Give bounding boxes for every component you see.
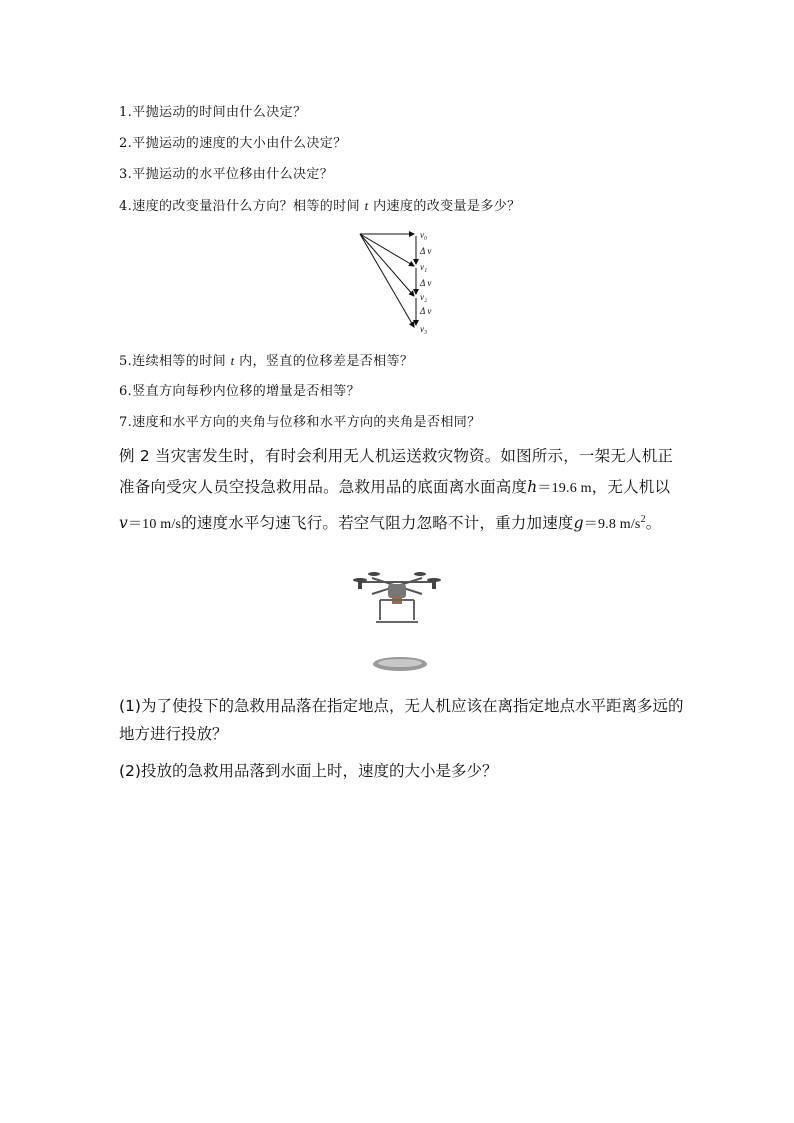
t-symbol: t — [364, 198, 369, 213]
question-2: 2.平抛运动的速度的大小由什么决定？ — [119, 136, 347, 151]
label-v2: v₂ — [420, 292, 428, 302]
v1-arrow — [360, 234, 414, 266]
label-dv3: Δ v — [420, 306, 432, 316]
v-value: ＝10 m/s — [127, 517, 182, 533]
exponent: 2 — [640, 514, 646, 525]
v2-arrow — [360, 234, 414, 296]
question-1: 1.平抛运动的时间由什么决定？ — [119, 105, 307, 120]
question-4 — [119, 197, 521, 216]
sub-question-1: (1)为了使投下的急救用品落在指定地点，无人机应该在离指定地点水平距离多远的地方进行投放？ — [119, 697, 684, 743]
example-2-paragraph — [119, 441, 679, 540]
g-value: ＝9.8 m/s — [583, 517, 641, 533]
example-text-3: 的速度水平匀速飞行。若空气阻力忽略不计，重力加速度 — [181, 514, 574, 533]
question-5-part-a: 5.连续相等的时间 — [119, 354, 227, 369]
example-text-1: 当灾害发生时，有时会利用无人机运送救灾物资。如图所示，一架无人机正准备向受灾人员空投急救用品。急救用品的底面离水面高度 — [119, 447, 674, 496]
v3-arrow — [360, 234, 414, 327]
t-symbol-2: t — [230, 353, 235, 368]
question-5-part-b: 内，竖直的位移差是否相等？ — [239, 354, 414, 369]
question-6: 6.竖直方向每秒内位移的增量是否相等？ — [119, 384, 361, 399]
h-value: ＝19.6 m — [537, 481, 592, 496]
label-v0: v₀ — [420, 230, 428, 240]
g-symbol: g — [573, 514, 584, 533]
example-text-2: ，无人机以 — [591, 478, 671, 496]
example-end: 。 — [645, 514, 662, 533]
sub-question-2: (2)投放的急救用品落到水面上时，速度的大小是多少？ — [119, 762, 498, 780]
question-3: 3.平抛运动的水平位移由什么决定？ — [119, 167, 334, 182]
v-symbol: v — [119, 514, 128, 533]
question-4-part-a: 4.速度的改变量沿什么方向？相等的时间 — [119, 199, 361, 214]
label-dv2: Δ v — [420, 278, 432, 288]
velocity-vector-diagram — [350, 224, 460, 336]
example-label: 例 2 — [119, 447, 150, 465]
question-5 — [119, 352, 413, 371]
label-v1: v₁ — [420, 262, 428, 272]
question-7: 7.速度和水平方向的夹角与位移和水平方向的夹角是否相同？ — [119, 415, 481, 430]
question-4-part-b: 内速度的改变量是多少？ — [373, 199, 521, 214]
label-v3: v₃ — [420, 324, 428, 334]
drone-image — [352, 570, 442, 632]
life-raft-image — [372, 655, 428, 673]
label-dv1: Δ v — [420, 246, 432, 256]
h-symbol: h — [527, 478, 538, 496]
